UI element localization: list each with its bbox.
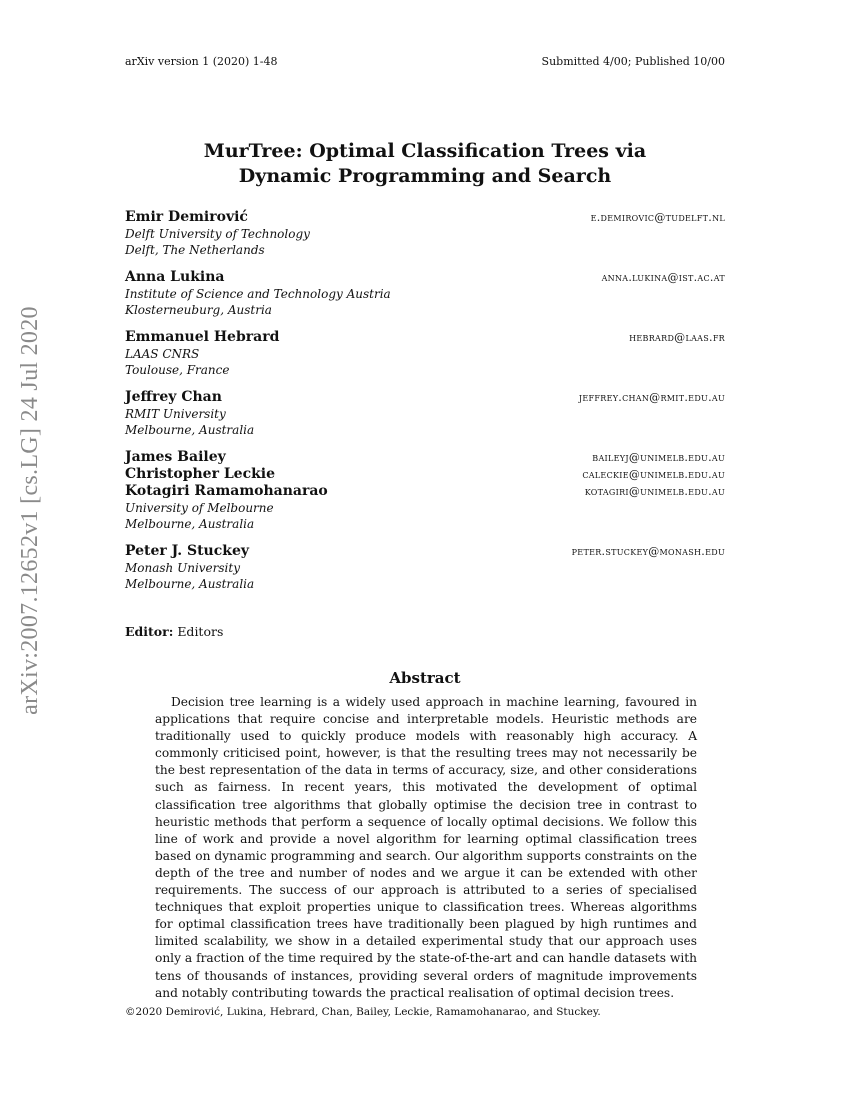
author-name: Emir Demirović xyxy=(125,209,248,225)
author-email[interactable]: baileyj@unimelb.edu.au xyxy=(592,451,725,464)
author-block xyxy=(125,389,725,438)
author-affiliation: Delft University of Technology xyxy=(125,227,310,241)
author-email[interactable]: kotagiri@unimelb.edu.au xyxy=(584,485,725,498)
author-name: Kotagiri Ramamohanarao xyxy=(125,483,328,499)
author-block xyxy=(125,209,725,258)
author-location: Toulouse, France xyxy=(125,363,230,377)
author-block xyxy=(125,329,725,378)
author-name: Anna Lukina xyxy=(125,269,225,285)
author-name: Peter J. Stuckey xyxy=(125,543,249,559)
paper-title xyxy=(0,139,850,189)
running-header-right: Submitted 4/00; Published 10/00 xyxy=(541,55,725,68)
title-line-2: Dynamic Programming and Search xyxy=(238,165,612,187)
author-row xyxy=(125,483,725,500)
author-name: Emmanuel Hebrard xyxy=(125,329,280,345)
author-block xyxy=(125,269,725,318)
arxiv-identifier: arXiv:2007.12652v1 [cs.LG] 24 Jul 2020 xyxy=(16,305,43,715)
editor-line xyxy=(125,624,223,639)
author-row xyxy=(125,269,725,286)
running-header-left: arXiv version 1 (2020) 1-48 xyxy=(125,55,278,68)
abstract-text: Decision tree learning is a widely used approach in machine learning, favoured in applications that require concise and interpretable models. Heuristic methods are traditionally used to quickly produce models with reasonably high accuracy. A commonly criticised point, however, is that the resulting trees may not necessarily be the best representation of the data in terms of accuracy, size, and other considerations such as fairness. In recent years, this motivated the development of optimal classification tree algorithms that globally optimise the decision tree in contrast to heuristic methods that perform a sequence of locally optimal decisions. We follow this line of work and provide a novel algorithm for learning optimal classification trees based on dynamic programming and search. Our algorithm supports constraints on the depth of the tree and number of nodes and we argue it can be extended with other requirements. The success of our approach is attributed to a series of specialised techniques that exploit properties unique to classification trees. Whereas algorithms for optimal classification trees have traditionally been plagued by high runtimes and limited scalability, we show in a detailed experimental study that our approach uses only a fraction of the time required by the state-of-the-art and can handle datasets with tens of thousands of instances, providing several orders of magnitude improvements and notably contributing towards the practical realisation of optimal decision trees. xyxy=(155,695,697,1000)
editor-value: Editors xyxy=(177,624,224,639)
author-email[interactable]: peter.stuckey@monash.edu xyxy=(571,545,725,558)
author-name: James Bailey xyxy=(125,449,226,465)
author-block xyxy=(125,449,725,532)
author-row xyxy=(125,329,725,346)
author-location: Melbourne, Australia xyxy=(125,423,255,437)
author-location: Melbourne, Australia xyxy=(125,517,255,531)
author-affiliation: University of Melbourne xyxy=(125,501,274,515)
author-row xyxy=(125,466,725,483)
author-email[interactable]: caleckie@unimelb.edu.au xyxy=(582,468,725,481)
author-affiliation: RMIT University xyxy=(125,407,226,421)
editor-label: Editor: xyxy=(125,624,174,639)
author-name: Jeffrey Chan xyxy=(125,389,222,405)
author-location: Melbourne, Australia xyxy=(125,577,255,591)
author-block xyxy=(125,543,725,592)
author-affiliation: LAAS CNRS xyxy=(125,347,200,361)
title-line-1: MurTree: Optimal Classification Trees via xyxy=(203,140,647,162)
author-row xyxy=(125,209,725,226)
author-email[interactable]: e.demirovic@tudelft.nl xyxy=(590,211,725,224)
author-name: Christopher Leckie xyxy=(125,466,276,482)
author-location: Delft, The Netherlands xyxy=(125,243,265,257)
copyright-line: ©2020 Demirović, Lukina, Hebrard, Chan, Bailey, Leckie, Ramamohanarao, and Stuckey. xyxy=(125,1006,601,1018)
author-affiliation: Monash University xyxy=(125,561,240,575)
author-row xyxy=(125,389,725,406)
author-row xyxy=(125,543,725,560)
author-affiliation: Institute of Science and Technology Austria xyxy=(125,287,391,301)
author-email[interactable]: hebrard@laas.fr xyxy=(629,331,725,344)
abstract-heading: Abstract xyxy=(389,669,461,687)
author-row xyxy=(125,449,725,466)
author-location: Klosterneuburg, Austria xyxy=(125,303,272,317)
author-email[interactable]: anna.lukina@ist.ac.at xyxy=(601,271,725,284)
author-email[interactable]: jeffrey.chan@rmit.edu.au xyxy=(578,391,725,404)
author-list xyxy=(125,209,725,603)
